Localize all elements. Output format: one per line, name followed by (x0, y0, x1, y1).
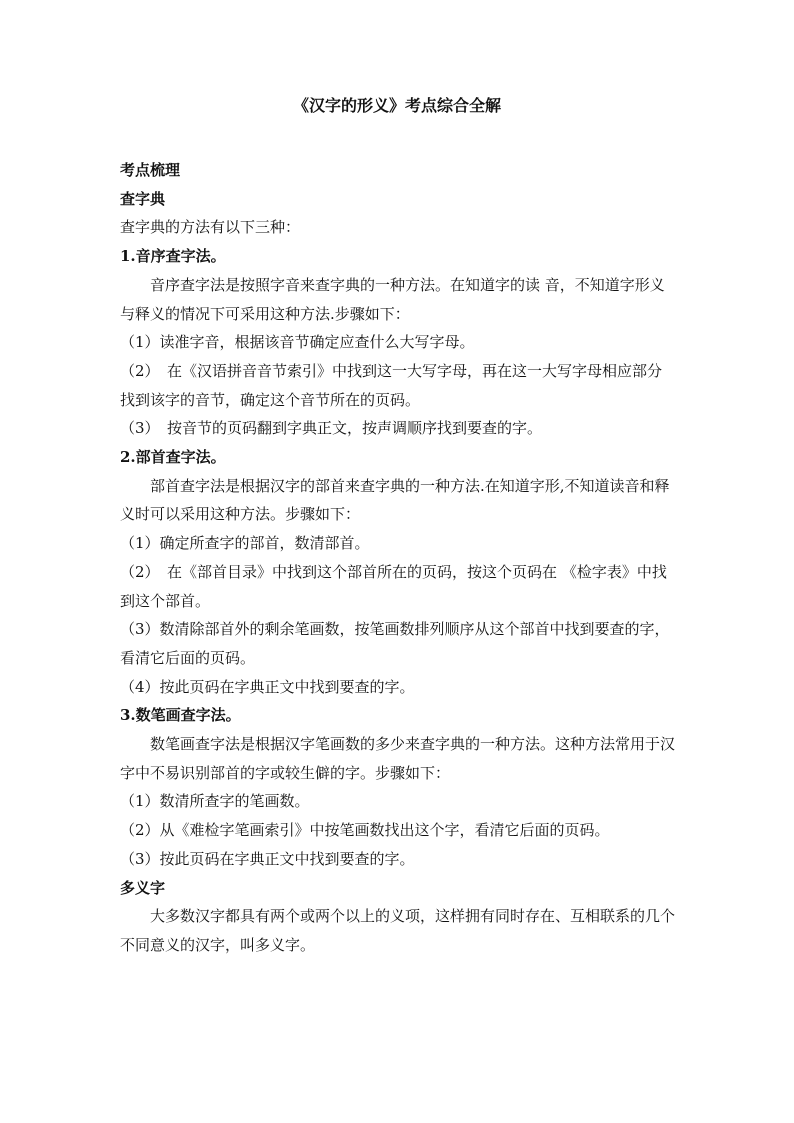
method2-heading: 2.部首查字法。 (120, 448, 226, 467)
method3-step: （2）从《难检字笔画索引》中按笔画数找出这个字，看清它后面的页码。 (120, 821, 610, 840)
method3-step: （1）数清所查字的笔画数。 (120, 792, 310, 811)
method2-step: （3）数清除部首外的剩余笔画数，按笔画数排列顺序从这个部首中找到要查的字，看清它后面的页码。 (120, 620, 670, 667)
method3-description: 数笔画查字法是根据汉字笔画数的多少来查字典的一种方法。这种方法常用于汉字中不易识别部首的字或较生僻的字。步骤如下： (120, 735, 676, 782)
method1-description: 音序查字法是按照字音来查字典的一种方法。在知道字的读 音，不知道字形义与释义的情况下可采用这种方法.步骤如下： (120, 275, 665, 323)
method1-step: （2） 在《汉语拼音音节索引》中找到这一大写字母，再在这一大写字母相应部分找到该字的音节，确定这个音节所在的页码。 (120, 361, 663, 409)
document-body (120, 156, 676, 960)
method2-step: （2） 在《部首目录》中找到这个部首所在的页码，按这个页码在 《检字表》中找到这个部首。 (120, 562, 667, 610)
section-heading-duoyizi: 多义字 (120, 878, 166, 897)
method1-heading: 1.音序查字法。 (120, 247, 226, 266)
document-title: 《汉字的形义》考点综合全解 (292, 96, 501, 115)
section-heading-chazidian: 查字典 (120, 189, 166, 208)
method1-step: （1）读准字音，根据该音节确定应查什么大写字母。 (120, 333, 475, 352)
method2-description: 部首查字法是根据汉字的部首来查字典的一种方法.在知道字形,不知道读音和释义时可以采用这种方法。步骤如下： (120, 476, 670, 524)
section-heading-kaodian: 考点梳理 (120, 161, 181, 179)
method2-step: （1）确定所查字的部首，数清部首。 (120, 534, 370, 553)
method1-step: （3） 按音节的页码翻到字典正文，按声调顺序找到要查的字。 (120, 419, 543, 438)
method2-step: （4）按此页码在字典正文中找到要查的字。 (120, 677, 415, 696)
method3-heading: 3.数笔画查字法。 (120, 706, 241, 725)
duoyizi-description: 大多数汉字都具有两个或两个以上的义项，这样拥有同时存在、互相联系的几个不同意义的汉字，叫多义字。 (120, 907, 676, 954)
intro-paragraph: 查字典的方法有以下三种： (120, 218, 301, 237)
method3-step: （3）按此页码在字典正文中找到要查的字。 (120, 849, 415, 868)
